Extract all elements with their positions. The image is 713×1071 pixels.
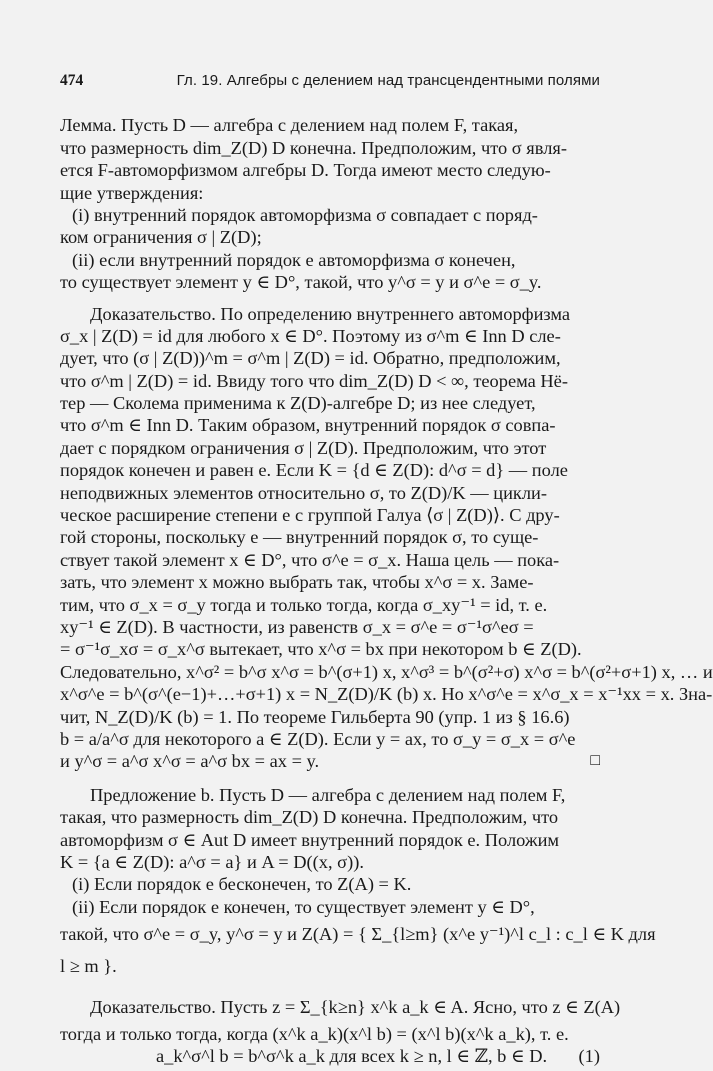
proof-line: что σ^m ∈ Inn D. Таким образом, внутренний порядок σ совпа- xyxy=(60,415,556,436)
lemma-line: ется F-автоморфизмом алгебры D. Тогда имеют место следую- xyxy=(60,160,551,181)
proof-line: Доказательство. Пусть z = Σ_{k≥n} x^k a_k ∈ A. Ясно, что z ∈ Z(A) xyxy=(90,997,621,1018)
proof-line: ствует такой элемент x ∈ D°, что σ^e = σ_x. Наша цель — пока- xyxy=(60,549,560,570)
proof-line: дует, что (σ | Z(D))^m = σ^m | Z(D) = id. Обратно, предположим, xyxy=(60,348,561,369)
proof-line: дает с порядком ограничения σ | Z(D). Предположим, что этот xyxy=(60,437,547,458)
lemma-item-i: (i) внутренний порядок автоморфизма σ совпадает с поряд- xyxy=(72,204,538,225)
proof-line: b = a/a^σ для некоторого a ∈ Z(D). Если y = ax, то σ_y = σ_x = σ^e xyxy=(60,728,576,749)
lemma-line: что размерность dim_Z(D) D конечна. Предположим, что σ явля- xyxy=(60,137,567,158)
proof-line: ческое расширение степени e с группой Галуа ⟨σ | Z(D)⟩. С дру- xyxy=(60,505,560,526)
equation-row xyxy=(60,1045,600,1071)
proposition-item-i: (i) Если порядок e бесконечен, то Z(A) = K. xyxy=(72,874,412,895)
running-title: Гл. 19. Алгебры с делением над трансцендентными полями xyxy=(176,72,600,89)
proposition-line: такая, что размерность dim_Z(D) D конечна. Предположим, что xyxy=(60,807,559,828)
proof-line: Доказательство. По определению внутреннего автоморфизма xyxy=(90,303,571,324)
lemma-line: ком ограничения σ | Z(D); xyxy=(60,227,262,248)
proof-line: = σ⁻¹σ_xσ = σ_x^σ вытекает, что x^σ = bx при некотором b ∈ Z(D). xyxy=(60,639,582,660)
page-header xyxy=(60,70,600,92)
page-number: 474 xyxy=(60,72,84,89)
proof-block-2 xyxy=(60,991,621,1071)
equation-number: (1) xyxy=(578,1046,600,1067)
proof-last-line-row xyxy=(60,750,600,772)
equation: a_k^σ^l b = b^σ^k a_k для всех k ≥ n, l ∈ ℤ, b ∈ D. xyxy=(156,1046,548,1067)
lemma-block xyxy=(60,114,600,293)
proof-line: гой стороны, поскольку e — внутренний порядок σ, то суще- xyxy=(60,527,539,548)
proof-line: и y^σ = a^σ x^σ = a^σ bx = ax = y. xyxy=(60,751,320,772)
proof-line: Следовательно, x^σ² = b^σ x^σ = b^(σ+1) x, x^σ³ = b^(σ²+σ) x^σ = b^(σ²+σ+1) x, … и xyxy=(60,661,713,682)
proposition-line: K = {a ∈ Z(D): a^σ = a} и A = D((x, σ)). xyxy=(60,851,364,872)
proposition-line: автоморфизм σ ∈ Aut D имеет внутренний порядок e. Положим xyxy=(60,829,560,850)
proof-block-1 xyxy=(60,303,713,773)
book-page xyxy=(60,70,713,1067)
proposition-line: l ≥ m }. xyxy=(60,956,117,977)
proof-line: xy⁻¹ ∈ Z(D). В частности, из равенств σ_x = σ^e = σ⁻¹σ^eσ = xyxy=(60,617,534,637)
proof-line: порядок конечен и равен e. Если K = {d ∈ Z(D): d^σ = d} — поле xyxy=(60,460,568,481)
proof-line: σ_x | Z(D) = id для любого x ∈ D°. Поэтому из σ^m ∈ Inn D сле- xyxy=(60,325,561,346)
proof-line: тим, что σ_x = σ_y тогда и только тогда, когда σ_xy⁻¹ = id, т. е. xyxy=(60,594,548,615)
proposition-line: Предложение b. Пусть D — алгебра с делением над полем F, xyxy=(90,784,566,805)
proposition-block xyxy=(60,784,656,982)
lemma-line: щие утверждения: xyxy=(60,182,204,203)
proof-line: неподвижных элементов относительно σ, то Z(D)/K — цикли- xyxy=(60,482,547,503)
proof-line: что σ^m | Z(D) = id. Ввиду того что dim_Z(D) D < ∞, теорема Нё- xyxy=(60,370,568,391)
qed-symbol: □ xyxy=(590,752,600,770)
lemma-line: Лемма. Пусть D — алгебра с делением над полем F, такая, xyxy=(60,115,519,136)
proof-line: чит, N_Z(D)/K (b) = 1. По теореме Гильберта 90 (упр. 1 из § 16.6) xyxy=(60,706,570,727)
proposition-line: такой, что σ^e = σ_y, y^σ = y и Z(A) = { Σ_{l≥m} (x^e y⁻¹)^l c_l : c_l ∈ K для xyxy=(60,924,656,945)
proof-line: зать, что элемент x можно выбрать так, чтобы x^σ = x. Заме- xyxy=(60,572,534,593)
proposition-item-ii: (ii) Если порядок e конечен, то существует элемент y ∈ D°, xyxy=(72,896,535,917)
proof-line: тер — Сколема применима к Z(D)-алгебре D; из нее следует, xyxy=(60,393,536,414)
proof-line: тогда и только тогда, когда (x^k a_k)(x^l b) = (x^l b)(x^k a_k), т. е. xyxy=(60,1024,569,1045)
lemma-item-ii: (ii) если внутренний порядок e автоморфизма σ конечен, xyxy=(72,249,516,270)
lemma-line: то существует элемент y ∈ D°, такой, что y^σ = y и σ^e = σ_y. xyxy=(60,272,542,293)
proof-line: x^σ^e = b^(σ^(e−1)+…+σ+1) x = N_Z(D)/K (b) x. Но x^σ^e = x^σ_x = x⁻¹xx = x. Зна- xyxy=(60,684,713,705)
